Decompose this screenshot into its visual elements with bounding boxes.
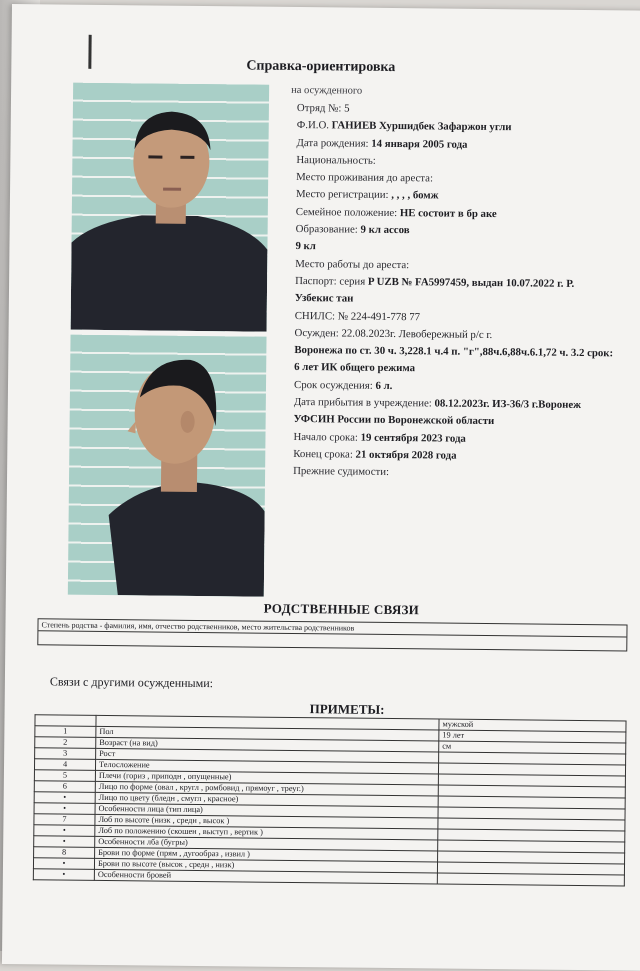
residence-row: Место проживания до ареста: bbox=[296, 171, 434, 185]
links-title: Связи с другими осужденными: bbox=[49, 674, 214, 691]
signs-header-value: мужской bbox=[439, 719, 626, 732]
family-row: Семейное положение: НЕ состоит в бр аке bbox=[295, 205, 497, 220]
signs-cell-label: Рост bbox=[96, 748, 439, 763]
photo-profile bbox=[68, 335, 267, 597]
work-row: Место работы до ареста: bbox=[295, 257, 410, 271]
signs-cell-num: • bbox=[34, 825, 95, 837]
signs-cell-label: Особенности лица (тип лица) bbox=[95, 803, 438, 818]
pen-mark bbox=[88, 35, 91, 69]
relatives-header: Степень родства - фамилия, имя, отчество родственников, место жительства родственников bbox=[38, 619, 626, 637]
education-extra: 9 кл bbox=[295, 240, 316, 253]
convicted-row: Осужден: 22.08.2023г. Левобережный р/с г. bbox=[294, 326, 493, 341]
birth-row: Дата рождения: 14 января 2005 года bbox=[296, 136, 468, 151]
signs-cell-num: • bbox=[34, 803, 95, 815]
signs-table bbox=[33, 714, 627, 886]
signs-cell-num: • bbox=[34, 792, 95, 804]
signs-cell-num: 6 bbox=[34, 781, 95, 793]
signs-cell-num: 8 bbox=[34, 847, 95, 859]
signs-cell-num: 5 bbox=[34, 770, 95, 782]
signs-cell-value bbox=[437, 873, 624, 886]
signs-cell-label: Лоб по высоте (низк , средн , высок ) bbox=[95, 814, 438, 829]
signs-cell-label: Пол bbox=[96, 726, 439, 741]
signs-cell-num: 7 bbox=[34, 814, 95, 826]
passport-row: Паспорт: серия P UZB № FA5997459, выдан 10.07.2022 г. Р. Узбекис тан bbox=[294, 274, 575, 305]
convict-info bbox=[293, 100, 617, 484]
signs-cell-label: Брови по высоте (высок , средн , низк) bbox=[94, 858, 437, 873]
signs-cell-num: 2 bbox=[35, 737, 96, 749]
snils-row: СНИЛС: № 224-491-778 77 bbox=[294, 309, 421, 323]
signs-cell-label: Особенности бровей bbox=[94, 869, 437, 884]
relatives-title: РОДСТВЕННЫЕ СВЯЗИ bbox=[263, 600, 420, 618]
registration-row: Место регистрации: , , , , бомж bbox=[295, 188, 439, 202]
term-end-row: Конец срока: 21 октября 2028 года bbox=[293, 447, 457, 462]
signs-cell-num: 1 bbox=[35, 726, 96, 738]
article-row: Воронежа по ст. 30 ч. 3,228.1 ч.4 п. "г",88ч.6,88ч.6.1,72 ч. 3.2 срок: 6 лет ИК общего режима bbox=[294, 344, 614, 375]
photo-front bbox=[71, 83, 270, 332]
signs-cell-label: Лицо по цвету (бледн , смугл , красное) bbox=[95, 792, 438, 807]
prior-row: Прежние судимости: bbox=[293, 465, 390, 479]
relatives-table bbox=[37, 618, 627, 651]
signs-cell-num: • bbox=[33, 858, 94, 870]
signs-cell-num: • bbox=[33, 869, 94, 881]
name-row: Ф.И.О. ГАНИЕВ Хуршидбек Зафаржон угли bbox=[296, 119, 512, 134]
signs-cell-value: см bbox=[439, 741, 626, 754]
signs-cell-num: • bbox=[34, 836, 95, 848]
signs-cell-num: 4 bbox=[34, 759, 95, 771]
term-start-row: Начало срока: 19 сентября 2023 года bbox=[293, 430, 466, 445]
signs-cell-label: Лицо по форме (овал , кругл , ромбовид , прямоуг , треуг.) bbox=[95, 781, 438, 796]
signs-cell-label: Особенности лба (бугры) bbox=[95, 836, 438, 851]
signs-cell-value: 19 лет bbox=[439, 730, 626, 743]
nationality-row: Национальность: bbox=[296, 153, 376, 167]
signs-title: ПРИМЕТЫ: bbox=[309, 701, 385, 717]
signs-cell-label: Плечи (гориз , приподн , опущенные) bbox=[95, 770, 438, 785]
signs-cell-label: Возраст (на вид) bbox=[96, 737, 439, 752]
signs-cell-label: Лоб по положению (скошен , выступ , вертик ) bbox=[95, 825, 438, 840]
document-subtitle: на осужденного bbox=[291, 84, 363, 97]
arrival-row: Дата прибытия в учреждение: 08.12.2023г. ИЗ-36/3 г.Воронеж УФСИН России по Воронежской области bbox=[293, 396, 582, 428]
document-title: Справка-ориентировка bbox=[246, 58, 396, 76]
signs-cell-num: 3 bbox=[35, 748, 96, 760]
unit-row: Отряд №: 5 bbox=[296, 101, 350, 115]
signs-cell-label: Телосложение bbox=[95, 759, 438, 774]
education-row: Образование: 9 кл ассов bbox=[295, 223, 410, 237]
term-row: Срок осуждения: 6 л. bbox=[293, 378, 393, 392]
document-sheet bbox=[2, 4, 640, 971]
signs-cell-label: Брови по форме (прям , дугообраз , извил ) bbox=[95, 847, 438, 862]
